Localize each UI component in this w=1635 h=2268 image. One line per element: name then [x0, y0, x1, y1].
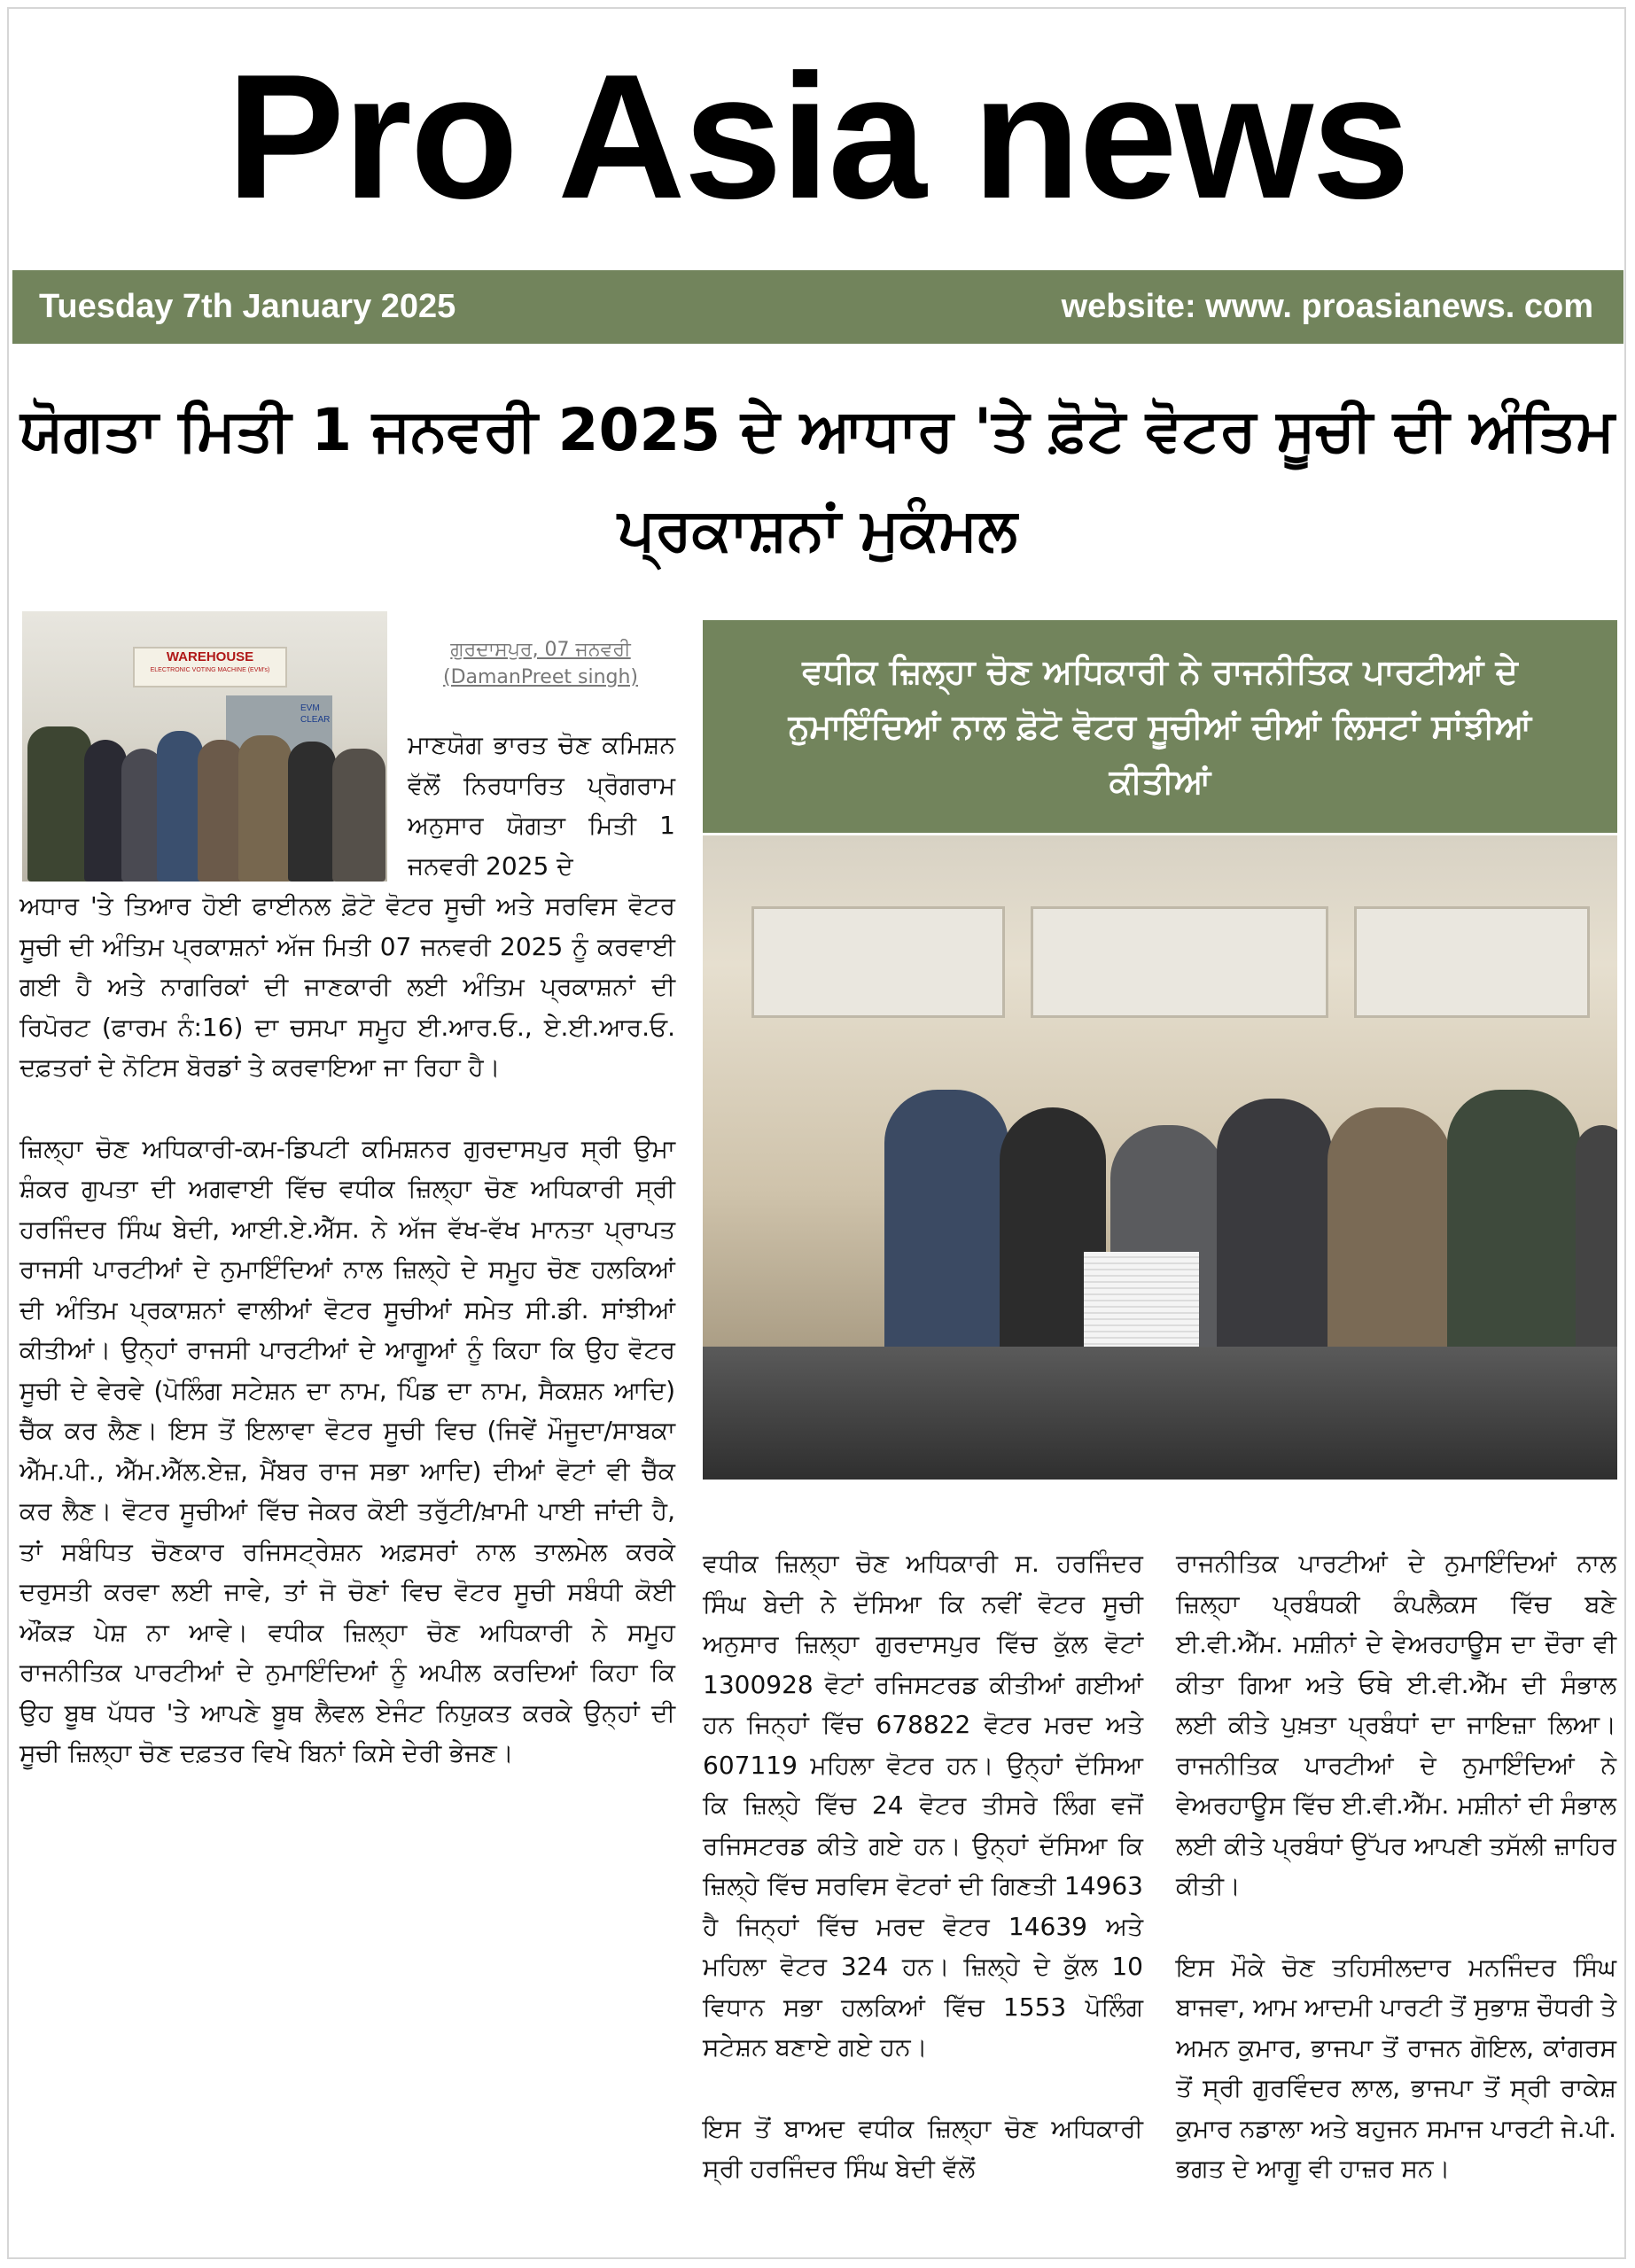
warehouse-photo [22, 611, 387, 882]
paragraph: ਰਾਜਨੀਤਿਕ ਪਾਰਟੀਆਂ ਦੇ ਨੁਮਾਇੰਦਿਆਂ ਨਾਲ ਜ਼ਿਲ੍ਹਾ ਪ੍ਰਬੰਧਕੀ ਕੰਪਲੈਕਸ ਵਿੱਚ ਬਣੇ ਈ.ਵੀ.ਐੱਮ. ਮਸ਼ੀਨਾਂ ਦੇ ਵੇਅਰਹਾਊਸ ਦਾ ਦੌਰਾ ਵੀ ਕੀਤਾ ਗਿਆ ਅਤੇ ਓਥੇ ਈ.ਵੀ.ਐੱਮ ਦੀ ਸੰਭਾਲ ਲਈ ਕੀਤੇ ਪੁਖ਼ਤਾ ਪ੍ਰਬੰਧਾਂ ਦਾ ਜਾਇਜ਼ਾ ਲਿਆ। ਰਾਜਨੀਤਿਕ ਪਾਰਟੀਆਂ ਦੇ ਨੁਮਾਇੰਦਿਆਂ ਨੇ ਵੇਅਰਹਾਊਸ ਵਿੱਚ ਈ.ਵੀ.ਐੱਮ. ਮਸ਼ੀਨਾਂ ਦੀ ਸੰਭਾਲ ਲਈ ਕੀਤੇ ਪ੍ਰਬੰਧਾਂ ਉੱਪਰ ਆਪਣੀ ਤਸੱਲੀ ਜ਼ਾਹਿਰ ਕੀਤੀ। [1176, 1549, 1616, 1900]
person-figure [198, 740, 244, 882]
article-column-3 [1176, 1543, 1616, 2230]
person-figure [238, 735, 292, 882]
office-window [1031, 906, 1328, 1018]
person-figure [332, 749, 385, 882]
warehouse-sign-subtext: ELECTRONIC VOTING MACHINE (EVM's) [150, 667, 270, 673]
paragraph: ਵਧੀਕ ਜ਼ਿਲ੍ਹਾ ਚੋਣ ਅਧਿਕਾਰੀ ਸ. ਹਰਜਿੰਦਰ ਸਿੰਘ ਬੇਦੀ ਨੇ ਦੱਸਿਆ ਕਿ ਨਵੀਂ ਵੋਟਰ ਸੂਚੀ ਅਨੁਸਾਰ ਜ਼ਿਲ੍ਹਾ ਗੁਰਦਾਸਪੁਰ ਵਿੱਚ ਕੁੱਲ ਵੋਟਾਂ 1300928 ਵੋਟਾਂ ਰਜਿਸਟਰਡ ਕੀਤੀਆਂ ਗਈਆਂ ਹਨ ਜਿਨ੍ਹਾਂ ਵਿੱਚ 678822 ਵੋਟਰ ਮਰਦ ਅਤੇ 607119 ਮਹਿਲਾ ਵੋਟਰ ਹਨ। ਉਨ੍ਹਾਂ ਦੱਸਿਆ ਕਿ ਜ਼ਿਲ੍ਹੇ ਵਿੱਚ 24 ਵੋਟਰ ਤੀਸਰੇ ਲਿੰਗ ਵਜੋਂ ਰਜਿਸਟਰਡ ਕੀਤੇ ਗਏ ਹਨ। ਉਨ੍ਹਾਂ ਦੱਸਿਆ ਕਿ ਜ਼ਿਲ੍ਹੇ ਵਿੱਚ ਸਰਵਿਸ ਵੋਟਰਾਂ ਦੀ ਗਿਣਤੀ 14963 ਹੈ ਜਿਨ੍ਹਾਂ ਵਿੱਚ ਮਰਦ ਵੋਟਰ 14639 ਅਤੇ ਮਹਿਲਾ ਵੋਟਰ 324 ਹਨ। ਜ਼ਿਲ੍ਹੇ ਦੇ ਕੁੱਲ 10 ਵਿਧਾਨ ਸਭਾ ਹਲਕਿਆਂ ਵਿੱਚ 1553 ਪੋਲਿੰਗ ਸਟੇਸ਼ਨ ਬਣਾਏ ਗਏ ਹਨ। [703, 1549, 1143, 2062]
paragraph: ਜ਼ਿਲ੍ਹਾ ਚੋਣ ਅਧਿਕਾਰੀ-ਕਮ-ਡਿਪਟੀ ਕਮਿਸ਼ਨਰ ਗੁਰਦਾਸਪੁਰ ਸ੍ਰੀ ਉਮਾ ਸ਼ੰਕਰ ਗੁਪਤਾ ਦੀ ਅਗਵਾਈ ਵਿੱਚ ਵਧੀਕ ਜ਼ਿਲ੍ਹਾ ਚੋਣ ਅਧਿਕਾਰੀ ਸ੍ਰੀ ਹਰਜਿੰਦਰ ਸਿੰਘ ਬੇਦੀ, ਆਈ.ਏ.ਐੱਸ. ਨੇ ਅੱਜ ਵੱਖ-ਵੱਖ ਮਾਨਤਾ ਪ੍ਰਾਪਤ ਰਾਜਸੀ ਪਾਰਟੀਆਂ ਦੇ ਨੁਮਾਇੰਦਿਆਂ ਨਾਲ ਜ਼ਿਲ੍ਹੇ ਦੇ ਸਮੂਹ ਚੋਣ ਹਲਕਿਆਂ ਦੀ ਅੰਤਿਮ ਪ੍ਰਕਾਸ਼ਨਾਂ ਵਾਲੀਆਂ ਵੋਟਰ ਸੂਚੀਆਂ ਸਮੇਤ ਸੀ.ਡੀ. ਸਾਂਝੀਆਂ ਕੀਤੀਆਂ। ਉਨ੍ਹਾਂ ਰਾਜਸੀ ਪਾਰਟੀਆਂ ਦੇ ਆਗੂਆਂ ਨੂੰ ਕਿਹਾ ਕਿ ਉਹ ਵੋਟਰ ਸੂਚੀ ਦੇ ਵੇਰਵੇ (ਪੋਲਿੰਗ ਸਟੇਸ਼ਨ ਦਾ ਨਾਮ, ਪਿੰਡ ਦਾ ਨਾਮ, ਸੈਕਸ਼ਨ ਆਦਿ) ਚੈੱਕ ਕਰ ਲੈਣ। ਇਸ ਤੋਂ ਇਲਾਵਾ ਵੋਟਰ ਸੂਚੀ ਵਿਚ (ਜਿਵੇਂ ਮੌਜੂਦਾ/ਸਾਬਕਾ ਐੱਮ.ਪੀ., ਐੱਮ.ਐੱਲ.ਏਜ਼, ਮੈਂਬਰ ਰਾਜ ਸਭਾ ਆਦਿ) ਦੀਆਂ ਵੋਟਾਂ ਵੀ ਚੈੱਕ ਕਰ ਲੈਣ। ਵੋਟਰ ਸੂਚੀਆਂ ਵਿੱਚ ਜੇਕਰ ਕੋਈ ਤਰੁੱਟੀ/ਖ਼ਾਮੀ ਪਾਈ ਜਾਂਦੀ ਹੈ, ਤਾਂ ਸਬੰਧਿਤ ਚੋਣਕਾਰ ਰਜਿਸਟ੍ਰੇਸ਼ਨ ਅਫ਼ਸਰਾਂ ਨਾਲ ਤਾਲਮੇਲ ਕਰਕੇ ਦਰੁਸਤੀ ਕਰਵਾ ਲਈ ਜਾਵੇ, ਤਾਂ ਜੋ ਚੋਣਾਂ ਵਿਚ ਵੋਟਰ ਸੂਚੀ ਸਬੰਧੀ ਕੋਈ ਔਂਕੜ ਪੇਸ਼ ਨਾ ਆਵੇ। ਵਧੀਕ ਜ਼ਿਲ੍ਹਾ ਚੋਣ ਅਧਿਕਾਰੀ ਨੇ ਸਮੂਹ ਰਾਜਨੀਤਿਕ ਪਾਰਟੀਆਂ ਦੇ ਨੁਮਾਇੰਦਿਆਂ ਨੂੰ ਅਪੀਲ ਕਰਦਿਆਂ ਕਿਹਾ ਕਿ ਉਹ ਬੂਥ ਪੱਧਰ 'ਤੇ ਆਪਣੇ ਬੂਥ ਲੈਵਲ ਏਜੰਟ ਨਿਯੁਕਤ ਕਰਕੇ ਉਨ੍ਹਾਂ ਦੀ ਸੂਚੀ ਜ਼ਿਲ੍ਹਾ ਚੋਣ ਦਫ਼ਤਰ ਵਿਖੇ ਬਿਨਾਂ ਕਿਸੇ ਦੇਰੀ ਭੇਜਣ। [19, 1133, 675, 1767]
warehouse-sign-text: WAREHOUSE [166, 649, 254, 664]
article-column-1 [19, 886, 675, 1814]
door-label: EVM CLEAR [300, 703, 331, 725]
intro-paragraph: ਮਾਣਯੋਗ ਭਾਰਤ ਚੋਣ ਕਮਿਸ਼ਨ ਵੱਲੋਂ ਨਿਰਧਾਰਿਤ ਪ੍ਰੋਗਰਾਮ ਅਨੁਸਾਰ ਯੋਗਤਾ ਮਿਤੀ 1 ਜਨਵਰੀ 2025 ਦੇ [408, 730, 675, 881]
paragraph: ਇਸ ਤੋਂ ਬਾਅਦ ਵਧੀਕ ਜ਼ਿਲ੍ਹਾ ਚੋਣ ਅਧਿਕਾਰੀ ਸ੍ਰੀ ਹਰਜਿੰਦਰ ਸਿੰਘ ਬੇਦੀ ਵੱਲੋਂ [703, 2113, 1143, 2183]
article-headline: ਯੋਗਤਾ ਮਿਤੀ 1 ਜਨਵਰੀ 2025 ਦੇ ਆਧਾਰ 'ਤੇ ਫ਼ੋਟੋ ਵੋਟਰ ਸੂਚੀ ਦੀ ਅੰਤਿਮ ਪ੍ਰਕਾਸ਼ਨਾਂ ਮੁਕੰਮਲ [19, 396, 1616, 563]
date-band [12, 270, 1623, 344]
person-figure [288, 742, 336, 882]
meeting-photo [703, 835, 1617, 1480]
website-text: website: www. proasianews. com [1061, 288, 1593, 325]
warehouse-sign [133, 647, 287, 687]
byline-place-date: ਗੁਰਦਾਸਪੁਰ, 07 ਜਨਵਰੀ [450, 639, 631, 661]
office-table [703, 1347, 1617, 1480]
person-figure [84, 740, 127, 882]
person-figure [157, 731, 203, 882]
issue-date: Tuesday 7th January 2025 [39, 288, 456, 325]
masthead-title: Pro Asia news [226, 38, 1409, 236]
office-window [1354, 906, 1590, 1018]
byline-author: (DamanPreet singh) [443, 666, 638, 688]
photo-caption-banner: ਵਧੀਕ ਜ਼ਿਲ੍ਹਾ ਚੋਣ ਅਧਿਕਾਰੀ ਨੇ ਰਾਜਨੀਤਿਕ ਪਾਰਟੀਆਂ ਦੇ ਨੁਮਾਇੰਦਿਆਂ ਨਾਲ ਫ਼ੋਟੋ ਵੋਟਰ ਸੂਚੀਆਂ ਦੀਆਂ ਲਿਸਟਾਂ ਸਾਂਝੀਆਂ ਕੀਤੀਆਂ [703, 620, 1617, 833]
paragraph: ਇਸ ਮੌਕੇ ਚੋਣ ਤਹਿਸੀਲਦਾਰ ਮਨਜਿੰਦਰ ਸਿੰਘ ਬਾਜਵਾ, ਆਮ ਆਦਮੀ ਪਾਰਟੀ ਤੋਂ ਸੁਭਾਸ਼ ਚੌਧਰੀ ਤੇ ਅਮਨ ਕੁਮਾਰ, ਭਾਜਪਾ ਤੋਂ ਰਾਜਨ ਗੋਇਲ, ਕਾਂਗਰਸ ਤੋਂ ਸ੍ਰੀ ਗੁਰਵਿੰਦਰ ਲਾਲ, ਭਾਜਪਾ ਤੋਂ ਸ੍ਰੀ ਰਾਕੇਸ਼ ਕੁਮਾਰ ਨਡਾਲਾ ਅਤੇ ਬਹੁਜਨ ਸਮਾਜ ਪਾਰਟੀ ਜੇ.ਪੀ. ਭਗਤ ਦੇ ਆਗੂ ਵੀ ਹਾਜ਼ਰ ਸਨ। [1176, 1952, 1616, 2183]
byline [425, 636, 656, 691]
office-window [751, 906, 1005, 1018]
person-figure [27, 726, 91, 882]
article-column-2 [703, 1543, 1143, 2230]
paragraph: ਅਧਾਰ 'ਤੇ ਤਿਆਰ ਹੋਈ ਫਾਈਨਲ ਫ਼ੋਟੋ ਵੋਟਰ ਸੂਚੀ ਅਤੇ ਸਰਵਿਸ ਵੋਟਰ ਸੂਚੀ ਦੀ ਅੰਤਿਮ ਪ੍ਰਕਾਸ਼ਨਾਂ ਅੱਜ ਮਿਤੀ 07 ਜਨਵਰੀ 2025 ਨੂੰ ਕਰਵਾਈ ਗਈ ਹੈ ਅਤੇ ਨਾਗਰਿਕਾਂ ਦੀ ਜਾਣਕਾਰੀ ਲਈ ਅੰਤਿਮ ਪ੍ਰਕਾਸ਼ਨਾਂ ਦੀ ਰਿਪੋਰਟ (ਫਾਰਮ ਨੰ:16) ਦਾ ਚਸਪਾ ਸਮੂਹ ਈ.ਆਰ.ਓ., ਏ.ਈ.ਆਰ.ਓ. ਦਫ਼ਤਰਾਂ ਦੇ ਨੋਟਿਸ ਬੋਰਡਾਂ ਤੇ ਕਰਵਾਇਆ ਜਾ ਰਿਹਾ ਹੈ। [19, 891, 675, 1082]
